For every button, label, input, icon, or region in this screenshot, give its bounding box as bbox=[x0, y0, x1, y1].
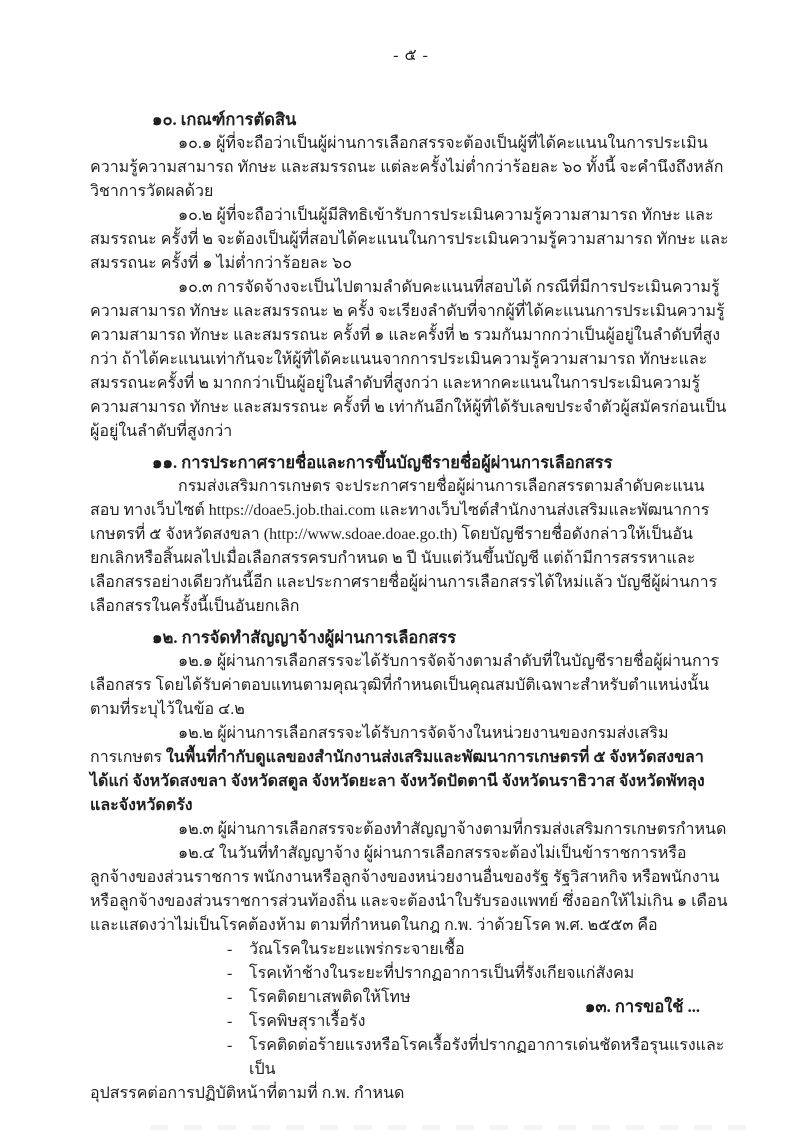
list-item bbox=[90, 1034, 732, 1082]
section-12-clause-2-provinces: ในพื้นที่กำกับดูแลของสำนักงานส่งเสริมและพัฒนาการเกษตรที่ ๕ จังหวัดสงขลา ได้แก่ จังหวัดสงขลา จังหวัดสตูล จังหวัดยะลา จังหวัดปัตตานี จังหวัดนราธิวาส จังหวัดพัทลุง และจังหวัดตรัง bbox=[90, 749, 705, 814]
disease-item-text: โรคพิษสุราเรื้อรัง bbox=[249, 1013, 366, 1030]
section-12-clause-1: ๑๒.๑ ผู้ผ่านการเลือกสรรจะได้รับการจัดจ้างตามลำดับที่ในบัญชีรายชื่อผู้ผ่านการเลือกสรร โดยได้รับค่าตอบแทนตามคุณวุฒิที่กำหนดเป็นคุณสมบัติเฉพาะสำหรับตำแหน่งนั้น ตามที่ระบุไว้ในข้อ ๔.๒ bbox=[90, 653, 720, 718]
section-12-clause-2-text: ๑๒.๒ ผู้ผ่านการเลือกสรรจะได้รับการจัดจ้างในหน่วยงานของกรมส่งเสริมการเกษตร bbox=[90, 725, 669, 766]
section-12-clause-4: ๑๒.๔ ในวันที่ทำสัญญาจ้าง ผู้ผ่านการเลือกสรรจะต้องไม่เป็นข้าราชการหรือลูกจ้างของส่วนราชการ พนักงานหรือลูกจ้างของหน่วยงานอื่นของรัฐ รัฐวิสาหกิจ หรือพนักงานหรือลูกจ้างของส่วนราชการส่วนท้องถิ่น และจะต้องนำใบรับรองแพทย์ ซึ่งออกให้ไม่เกิน ๑ เดือน และแสดงว่าไม่เป็นโรคต้องห้าม ตามที่กำหนดในกฎ ก.พ. ว่าด้วยโรค พ.ศ. ๒๕๕๓ คือ bbox=[90, 845, 728, 934]
disease-list-continuation: อุปสรรคต่อการปฏิบัติหน้าที่ตามที่ ก.พ. กำหนด bbox=[90, 1085, 405, 1102]
section-10-heading: ๑๐. เกณฑ์การตัดสิน bbox=[152, 110, 297, 129]
section-12-heading: ๑๒. การจัดทำสัญญาจ้างผู้ผ่านการเลือกสรร bbox=[152, 628, 457, 647]
section-10-criteria bbox=[90, 108, 732, 444]
list-dash: - bbox=[227, 965, 233, 982]
section-11-body: กรมส่งเสริมการเกษตร จะประกาศรายชื่อผู้ผ่านการเลือกสรรตามลำดับคะแนนสอบ ทางเว็บไซต์ https://doae5.job.thai.com และทางเว็บไซต์สำนักงานส่งเสริมและพัฒนาการเกษตรที่ ๕ จังหวัดสงขลา (http://www.sdoae.doae.go.th) โดยบัญชีรายชื่อดังกล่าวให้เป็นอันยกเลิกหรือสิ้นผลไปเมื่อเลือกสรรครบกำหนด ๒ ปี นับแต่วันขึ้นบัญชี แต่ถ้ามีการสรรหาและเลือกสรรอย่างเดียวกันนี้อีก และประกาศรายชื่อผู้ผ่านการเลือกสรรได้ใหม่แล้ว บัญชีผู้ผ่านการเลือกสรรในครั้งนี้เป็นอันยกเลิก bbox=[90, 478, 718, 615]
scan-artifact bbox=[150, 1125, 760, 1130]
list-dash: - bbox=[227, 941, 233, 958]
document-content bbox=[90, 44, 732, 1106]
section-12-clause-3: ๑๒.๓ ผู้ผ่านการเลือกสรรจะต้องทำสัญญาจ้างตามที่กรมส่งเสริมการเกษตรกำหนด bbox=[178, 821, 727, 838]
section-10-clause-1: ๑๐.๑ ผู้ที่จะถือว่าเป็นผู้ผ่านการเลือกสรรจะต้องเป็นผู้ที่ได้คะแนนในการประเมินความรู้ความสามารถ ทักษะ และสมรรถนะ แต่ละครั้งไม่ต่ำกว่าร้อยละ ๖๐ ทั้งนี้ จะคำนึงถึงหลักวิชาการวัดผลด้วย bbox=[90, 135, 724, 200]
next-section-catchword: ๑๓. การขอใช้ ... bbox=[584, 997, 700, 1016]
section-10-clause-2: ๑๐.๒ ผู้ที่จะถือว่าเป็นผู้มีสิทธิเข้ารับการประเมินความรู้ความสามารถ ทักษะ และสมรรถนะ ครั้งที่ ๒ จะต้องเป็นผู้ที่สอบได้คะแนนในการประเมินความรู้ความสามารถ ทักษะ และสมรรถนะ ครั้งที่ ๑ ไม่ต่ำกว่าร้อยละ ๖๐ bbox=[90, 207, 729, 272]
section-12-contract bbox=[90, 626, 732, 1106]
list-dash: - bbox=[227, 989, 233, 1006]
section-12-clause-2 bbox=[90, 722, 732, 818]
section-10-clause-3: ๑๐.๓ การจัดจ้างจะเป็นไปตามลำดับคะแนนที่สอบได้ กรณีที่มีการประเมินความรู้ความสามารถ ทักษะ และสมรรถนะ ๒ ครั้ง จะเรียงลำดับที่จากผู้ที่ได้คะแนนการประเมินความรู้ความสามารถ ทักษะ และสมรรถนะ ครั้งที่ ๑ และครั้งที่ ๒ รวมกันมากกว่าเป็นผู้อยู่ในลำดับที่สูงกว่า ถ้าได้คะแนนเท่ากันจะให้ผู้ที่ได้คะแนนจากการประเมินความรู้ความสามารถ ทักษะและสมรรถนะครั้งที่ ๒ มากกว่าเป็นผู้อยู่ในลำดับที่สูงกว่า และหากคะแนนในการประเมินความรู้ความสามารถ ทักษะ และสมรรถนะ ครั้งที่ ๒ เท่ากันอีกให้ผู้ที่ได้รับเลขประจำตัวผู้สมัครก่อนเป็นผู้อยู่ในลำดับที่สูงกว่า bbox=[90, 279, 727, 440]
disease-item-text: โรคติดยาเสพติดให้โทษ bbox=[249, 989, 411, 1006]
disease-item-text: วัณโรคในระยะแพร่กระจายเชื้อ bbox=[249, 941, 465, 958]
list-dash: - bbox=[227, 1013, 233, 1030]
page-number: - ๕ - bbox=[393, 47, 429, 64]
disease-item-text: โรคเท้าช้างในระยะที่ปรากฏอาการเป็นที่รังเกียจแก่สังคม bbox=[249, 965, 635, 982]
list-dash: - bbox=[227, 1037, 233, 1054]
section-11-announcement bbox=[90, 451, 732, 619]
section-11-heading: ๑๑. การประกาศรายชื่อและการขึ้นบัญชีรายชื่อผู้ผ่านการเลือกสรร bbox=[152, 453, 613, 472]
list-item bbox=[90, 962, 732, 986]
disease-item-text: โรคติดต่อร้ายแรงหรือโรคเรื้อรังที่ปรากฏอาการเด่นชัดหรือรุนแรงและเป็น bbox=[249, 1037, 725, 1078]
list-item bbox=[90, 938, 732, 962]
